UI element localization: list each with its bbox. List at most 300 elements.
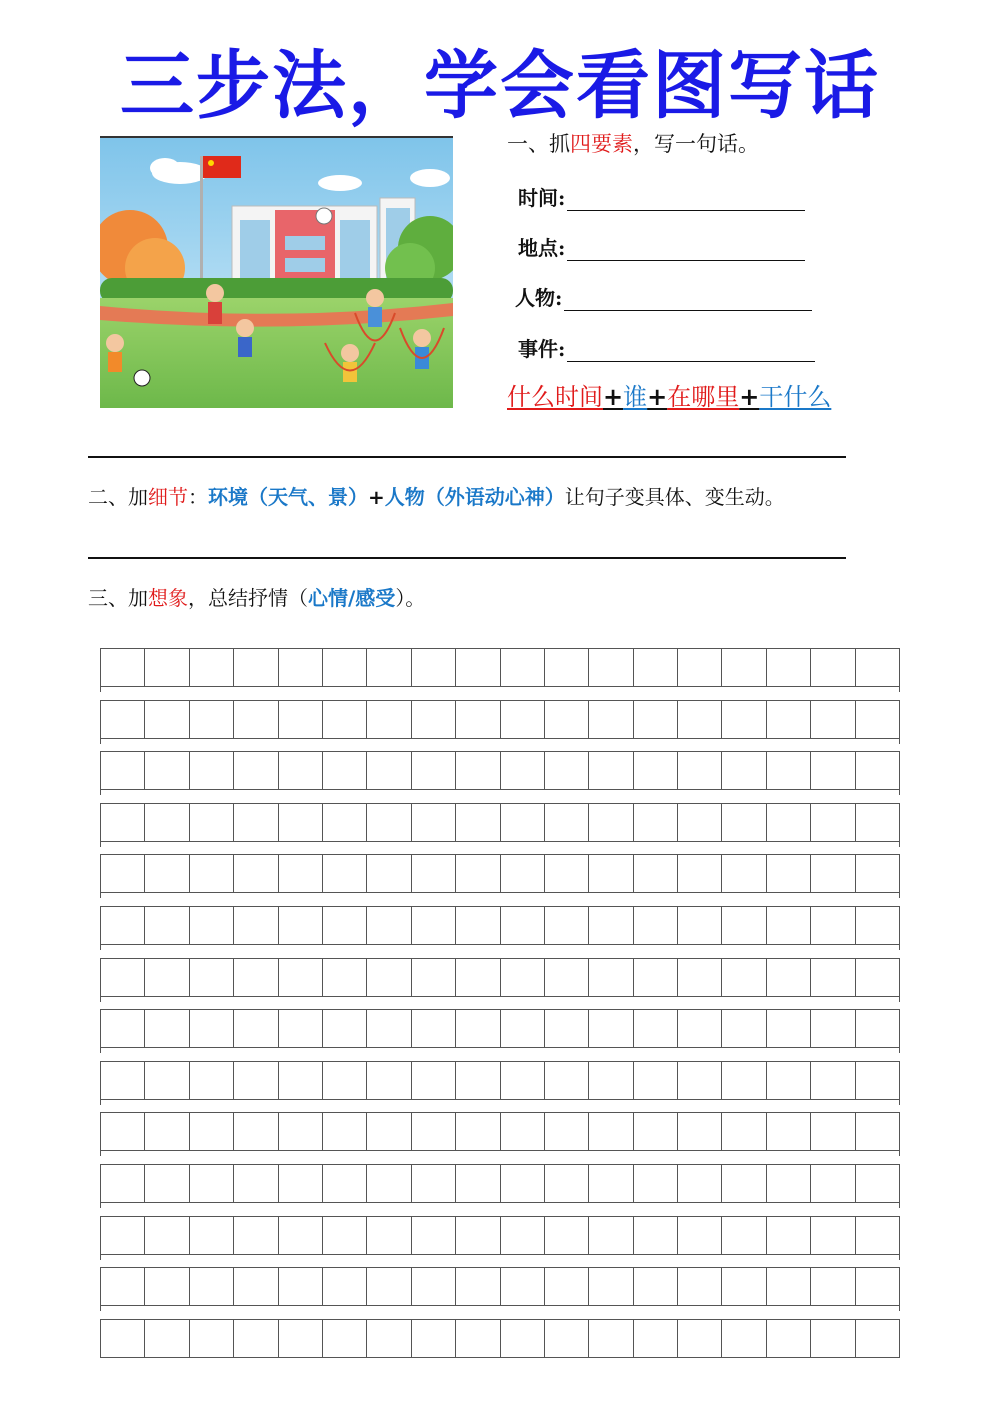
grid-cell[interactable] [234, 701, 278, 738]
grid-cell[interactable] [856, 752, 899, 789]
grid-cell[interactable] [145, 1062, 189, 1099]
grid-cell[interactable] [101, 1320, 145, 1357]
grid-cell[interactable] [589, 1010, 633, 1047]
grid-cell[interactable] [811, 1010, 855, 1047]
grid-row [100, 1009, 900, 1048]
grid-cell[interactable] [190, 649, 234, 686]
grid-cell[interactable] [323, 1268, 367, 1305]
grid-cell[interactable] [412, 752, 456, 789]
grid-cell[interactable] [367, 1113, 411, 1150]
grid-cell[interactable] [501, 855, 545, 892]
grid-cell[interactable] [279, 804, 323, 841]
grid-cell[interactable] [234, 1062, 278, 1099]
grid-cell[interactable] [811, 1217, 855, 1254]
grid-cell[interactable] [145, 649, 189, 686]
grid-cell[interactable] [456, 649, 500, 686]
grid-cell[interactable] [767, 804, 811, 841]
grid-cell[interactable] [501, 1113, 545, 1150]
grid-cell[interactable] [412, 1062, 456, 1099]
grid-cell[interactable] [279, 701, 323, 738]
grid-cell[interactable] [722, 1113, 766, 1150]
grid-cell[interactable] [722, 959, 766, 996]
grid-cell[interactable] [234, 1217, 278, 1254]
grid-cell[interactable] [589, 1062, 633, 1099]
grid-cell[interactable] [767, 1113, 811, 1150]
divider-2 [88, 557, 846, 559]
grid-cell[interactable] [634, 701, 678, 738]
grid-cell[interactable] [234, 1113, 278, 1150]
grid-cell[interactable] [101, 1217, 145, 1254]
grid-cell[interactable] [279, 1010, 323, 1047]
grid-cell[interactable] [589, 1165, 633, 1202]
grid-cell[interactable] [279, 907, 323, 944]
grid-cell[interactable] [190, 1062, 234, 1099]
grid-cell[interactable] [501, 1165, 545, 1202]
grid-row [100, 1267, 900, 1306]
grid-row [100, 751, 900, 790]
grid-cell[interactable] [767, 959, 811, 996]
grid-cell[interactable] [767, 907, 811, 944]
grid-row [100, 1164, 900, 1203]
grid-cell[interactable] [722, 1165, 766, 1202]
grid-cell[interactable] [234, 855, 278, 892]
grid-cell[interactable] [323, 1165, 367, 1202]
grid-cell[interactable] [367, 649, 411, 686]
grid-cell[interactable] [722, 1010, 766, 1047]
grid-cell[interactable] [101, 1268, 145, 1305]
grid-cell[interactable] [678, 1217, 722, 1254]
grid-cell[interactable] [589, 959, 633, 996]
grid-cell[interactable] [545, 1113, 589, 1150]
grid-cell[interactable] [501, 1062, 545, 1099]
formula-plus: + [603, 382, 624, 411]
grid-cell[interactable] [145, 855, 189, 892]
grid-cell[interactable] [323, 1062, 367, 1099]
grid-cell[interactable] [234, 1320, 278, 1357]
grid-cell[interactable] [101, 1062, 145, 1099]
grid-cell[interactable] [634, 752, 678, 789]
grid-cell[interactable] [856, 1268, 899, 1305]
grid-cell[interactable] [190, 1320, 234, 1357]
grid-cell[interactable] [545, 649, 589, 686]
grid-cell[interactable] [856, 804, 899, 841]
grid-cell[interactable] [856, 701, 899, 738]
grid-cell[interactable] [811, 701, 855, 738]
grid-cell[interactable] [767, 1320, 811, 1357]
grid-cell[interactable] [323, 1217, 367, 1254]
grid-cell[interactable] [145, 1217, 189, 1254]
grid-cell[interactable] [190, 855, 234, 892]
grid-cell[interactable] [367, 855, 411, 892]
grid-cell[interactable] [501, 752, 545, 789]
grid-cell[interactable] [589, 1217, 633, 1254]
grid-cell[interactable] [412, 1268, 456, 1305]
section3-suffix: ）。 [395, 586, 426, 610]
grid-cell[interactable] [811, 752, 855, 789]
section2-highlight: 细节 [148, 485, 188, 509]
grid-cell[interactable] [190, 1113, 234, 1150]
grid-cell[interactable] [367, 1165, 411, 1202]
section3-mid: ，总结抒情（ [188, 586, 308, 610]
grid-cell[interactable] [634, 649, 678, 686]
grid-row [100, 700, 900, 739]
grid-cell[interactable] [101, 701, 145, 738]
field-person[interactable] [515, 282, 812, 311]
grid-cell[interactable] [722, 1268, 766, 1305]
grid-cell[interactable] [101, 907, 145, 944]
grid-cell[interactable] [722, 1217, 766, 1254]
grid-cell[interactable] [589, 752, 633, 789]
grid-cell[interactable] [722, 855, 766, 892]
grid-cell[interactable] [234, 649, 278, 686]
grid-cell[interactable] [145, 752, 189, 789]
grid-cell[interactable] [456, 1268, 500, 1305]
grid-cell[interactable] [456, 1010, 500, 1047]
grid-cell[interactable] [279, 752, 323, 789]
grid-cell[interactable] [145, 1320, 189, 1357]
grid-cell[interactable] [456, 1320, 500, 1357]
grid-cell[interactable] [722, 701, 766, 738]
section2-plus: + [368, 485, 385, 509]
grid-cell[interactable] [722, 1320, 766, 1357]
grid-cell[interactable] [145, 959, 189, 996]
grid-cell[interactable] [456, 1113, 500, 1150]
grid-cell[interactable] [190, 907, 234, 944]
grid-cell[interactable] [767, 1268, 811, 1305]
grid-cell[interactable] [501, 1268, 545, 1305]
grid-cell[interactable] [323, 804, 367, 841]
grid-cell[interactable] [678, 752, 722, 789]
grid-cell[interactable] [145, 1268, 189, 1305]
grid-cell[interactable] [589, 907, 633, 944]
grid-cell[interactable] [634, 959, 678, 996]
grid-cell[interactable] [678, 1010, 722, 1047]
grid-cell[interactable] [589, 649, 633, 686]
page-title: 三步法，学会看图写话 [120, 43, 880, 129]
section3-prefix: 三、加 [88, 586, 148, 610]
grid-cell[interactable] [279, 1268, 323, 1305]
grid-cell[interactable] [501, 1320, 545, 1357]
grid-cell[interactable] [456, 701, 500, 738]
grid-cell[interactable] [234, 1268, 278, 1305]
grid-row [100, 1112, 900, 1151]
grid-cell[interactable] [767, 855, 811, 892]
grid-cell[interactable] [634, 1062, 678, 1099]
grid-cell[interactable] [501, 649, 545, 686]
grid-cell[interactable] [767, 1062, 811, 1099]
grid-cell[interactable] [678, 1165, 722, 1202]
grid-cell[interactable] [234, 907, 278, 944]
grid-cell[interactable] [678, 649, 722, 686]
grid-cell[interactable] [323, 752, 367, 789]
grid-cell[interactable] [101, 1165, 145, 1202]
grid-cell[interactable] [145, 907, 189, 944]
grid-cell[interactable] [456, 804, 500, 841]
grid-cell[interactable] [811, 855, 855, 892]
writing-grid[interactable] [100, 648, 900, 1370]
grid-cell[interactable] [856, 1217, 899, 1254]
grid-cell[interactable] [101, 752, 145, 789]
grid-cell[interactable] [367, 701, 411, 738]
grid-cell[interactable] [856, 855, 899, 892]
grid-cell[interactable] [412, 701, 456, 738]
grid-cell[interactable] [678, 1113, 722, 1150]
grid-cell[interactable] [412, 1113, 456, 1150]
grid-cell[interactable] [767, 1010, 811, 1047]
section2-person: 人物（外语动心神） [384, 485, 565, 509]
grid-cell[interactable] [367, 752, 411, 789]
grid-cell[interactable] [501, 804, 545, 841]
grid-cell[interactable] [412, 855, 456, 892]
grid-cell[interactable] [279, 1062, 323, 1099]
grid-cell[interactable] [412, 804, 456, 841]
grid-cell[interactable] [323, 701, 367, 738]
grid-cell[interactable] [589, 855, 633, 892]
grid-cell[interactable] [545, 804, 589, 841]
grid-cell[interactable] [412, 907, 456, 944]
grid-cell[interactable] [234, 752, 278, 789]
grid-cell[interactable] [811, 649, 855, 686]
grid-cell[interactable] [501, 1010, 545, 1047]
grid-cell[interactable] [589, 1113, 633, 1150]
grid-cell[interactable] [767, 1217, 811, 1254]
grid-cell[interactable] [323, 959, 367, 996]
grid-cell[interactable] [856, 1113, 899, 1150]
grid-cell[interactable] [811, 804, 855, 841]
grid-cell[interactable] [323, 1010, 367, 1047]
grid-cell[interactable] [545, 1010, 589, 1047]
section3-heading [88, 582, 425, 614]
grid-cell[interactable] [456, 855, 500, 892]
grid-cell[interactable] [634, 1320, 678, 1357]
grid-cell[interactable] [545, 1062, 589, 1099]
grid-cell[interactable] [678, 701, 722, 738]
grid-row [100, 648, 900, 687]
field-place-label: 地点: [518, 236, 566, 260]
grid-cell[interactable] [545, 855, 589, 892]
grid-cell[interactable] [545, 1217, 589, 1254]
grid-row [100, 906, 900, 945]
section2-heading [88, 481, 785, 513]
grid-cell[interactable] [545, 701, 589, 738]
grid-cell[interactable] [811, 907, 855, 944]
grid-cell[interactable] [856, 1010, 899, 1047]
grid-cell[interactable] [190, 1010, 234, 1047]
grid-cell[interactable] [145, 1113, 189, 1150]
section1-prefix: 一、抓 [507, 132, 570, 156]
grid-cell[interactable] [190, 701, 234, 738]
grid-cell[interactable] [190, 959, 234, 996]
grid-cell[interactable] [678, 1062, 722, 1099]
grid-cell[interactable] [767, 1165, 811, 1202]
grid-cell[interactable] [412, 959, 456, 996]
grid-cell[interactable] [101, 1010, 145, 1047]
grid-cell[interactable] [279, 855, 323, 892]
grid-cell[interactable] [367, 1320, 411, 1357]
grid-cell[interactable] [811, 1165, 855, 1202]
grid-cell[interactable] [456, 1217, 500, 1254]
grid-cell[interactable] [856, 1165, 899, 1202]
grid-cell[interactable] [323, 1113, 367, 1150]
grid-cell[interactable] [279, 1320, 323, 1357]
grid-cell[interactable] [722, 752, 766, 789]
grid-cell[interactable] [811, 1320, 855, 1357]
grid-cell[interactable] [722, 907, 766, 944]
grid-cell[interactable] [190, 1217, 234, 1254]
section1-heading [507, 128, 759, 160]
field-time-label: 时间: [518, 186, 566, 210]
grid-cell[interactable] [589, 804, 633, 841]
grid-cell[interactable] [678, 1268, 722, 1305]
field-event[interactable] [518, 333, 815, 362]
field-place-blank[interactable] [567, 238, 805, 261]
grid-cell[interactable] [234, 1165, 278, 1202]
sentence-formula [507, 380, 831, 414]
grid-cell[interactable] [545, 1268, 589, 1305]
grid-cell[interactable] [545, 959, 589, 996]
grid-cell[interactable] [367, 1217, 411, 1254]
grid-cell[interactable] [234, 959, 278, 996]
grid-cell[interactable] [367, 804, 411, 841]
grid-cell[interactable] [856, 907, 899, 944]
grid-cell[interactable] [412, 1217, 456, 1254]
grid-row [100, 854, 900, 893]
grid-row [100, 1216, 900, 1255]
grid-row [100, 803, 900, 842]
grid-cell[interactable] [101, 855, 145, 892]
grid-cell[interactable] [634, 1010, 678, 1047]
grid-cell[interactable] [634, 1217, 678, 1254]
grid-cell[interactable] [767, 649, 811, 686]
grid-cell[interactable] [323, 907, 367, 944]
grid-cell[interactable] [811, 1062, 855, 1099]
grid-cell[interactable] [501, 1217, 545, 1254]
grid-cell[interactable] [678, 855, 722, 892]
section2-prefix: 二、加 [88, 485, 148, 509]
grid-cell[interactable] [856, 649, 899, 686]
grid-cell[interactable] [856, 1320, 899, 1357]
grid-cell[interactable] [634, 855, 678, 892]
grid-cell[interactable] [323, 855, 367, 892]
grid-cell[interactable] [367, 1062, 411, 1099]
grid-cell[interactable] [279, 649, 323, 686]
grid-cell[interactable] [323, 649, 367, 686]
grid-cell[interactable] [234, 804, 278, 841]
field-time[interactable] [518, 182, 805, 211]
formula-who: 谁 [623, 383, 648, 411]
grid-cell[interactable] [101, 959, 145, 996]
grid-cell[interactable] [145, 701, 189, 738]
grid-cell[interactable] [811, 959, 855, 996]
grid-cell[interactable] [367, 907, 411, 944]
grid-cell[interactable] [145, 1010, 189, 1047]
grid-cell[interactable] [279, 1113, 323, 1150]
grid-row [100, 1061, 900, 1100]
grid-cell[interactable] [412, 1320, 456, 1357]
grid-cell[interactable] [412, 1010, 456, 1047]
field-time-blank[interactable] [567, 188, 805, 211]
grid-cell[interactable] [722, 804, 766, 841]
grid-cell[interactable] [545, 1320, 589, 1357]
grid-cell[interactable] [101, 804, 145, 841]
formula-where: 在哪里 [667, 383, 740, 411]
grid-row [100, 958, 900, 997]
field-person-label: 人物: [515, 286, 563, 310]
grid-cell[interactable] [190, 1268, 234, 1305]
grid-cell[interactable] [501, 907, 545, 944]
grid-cell[interactable] [767, 752, 811, 789]
grid-cell[interactable] [190, 1165, 234, 1202]
grid-cell[interactable] [367, 1010, 411, 1047]
grid-cell[interactable] [811, 1268, 855, 1305]
grid-cell[interactable] [279, 1217, 323, 1254]
grid-cell[interactable] [589, 1268, 633, 1305]
grid-cell[interactable] [722, 649, 766, 686]
grid-cell[interactable] [678, 907, 722, 944]
grid-cell[interactable] [634, 907, 678, 944]
grid-cell[interactable] [279, 959, 323, 996]
formula-when: 什么时间 [507, 383, 603, 411]
grid-cell[interactable] [456, 907, 500, 944]
grid-cell[interactable] [456, 752, 500, 789]
illustration-school-playground [100, 138, 453, 408]
divider-1 [88, 456, 846, 458]
grid-cell[interactable] [767, 701, 811, 738]
grid-cell[interactable] [456, 959, 500, 996]
grid-cell[interactable] [545, 752, 589, 789]
grid-cell[interactable] [722, 1062, 766, 1099]
grid-cell[interactable] [501, 959, 545, 996]
grid-cell[interactable] [589, 701, 633, 738]
grid-cell[interactable] [545, 907, 589, 944]
grid-cell[interactable] [412, 649, 456, 686]
field-event-blank[interactable] [567, 339, 815, 362]
grid-cell[interactable] [101, 649, 145, 686]
grid-cell[interactable] [678, 1320, 722, 1357]
grid-cell[interactable] [145, 1165, 189, 1202]
grid-cell[interactable] [678, 959, 722, 996]
grid-cell[interactable] [545, 1165, 589, 1202]
grid-cell[interactable] [412, 1165, 456, 1202]
grid-cell[interactable] [634, 1165, 678, 1202]
grid-cell[interactable] [234, 1010, 278, 1047]
grid-cell[interactable] [101, 1113, 145, 1150]
grid-cell[interactable] [856, 1062, 899, 1099]
grid-cell[interactable] [190, 804, 234, 841]
section2-colon: ： [188, 485, 208, 509]
grid-cell[interactable] [190, 752, 234, 789]
grid-cell[interactable] [323, 1320, 367, 1357]
field-person-blank[interactable] [564, 288, 812, 311]
grid-cell[interactable] [634, 804, 678, 841]
grid-cell[interactable] [634, 1268, 678, 1305]
grid-cell[interactable] [279, 1165, 323, 1202]
grid-cell[interactable] [367, 959, 411, 996]
grid-cell[interactable] [678, 804, 722, 841]
grid-cell[interactable] [367, 1268, 411, 1305]
field-place[interactable] [518, 232, 805, 261]
grid-cell[interactable] [856, 959, 899, 996]
grid-cell[interactable] [501, 701, 545, 738]
grid-cell[interactable] [456, 1062, 500, 1099]
section2-environment: 环境（天气、景） [208, 485, 368, 509]
grid-cell[interactable] [811, 1113, 855, 1150]
grid-cell[interactable] [456, 1165, 500, 1202]
grid-cell[interactable] [145, 804, 189, 841]
field-event-label: 事件: [518, 337, 566, 361]
grid-cell[interactable] [634, 1113, 678, 1150]
grid-cell[interactable] [589, 1320, 633, 1357]
